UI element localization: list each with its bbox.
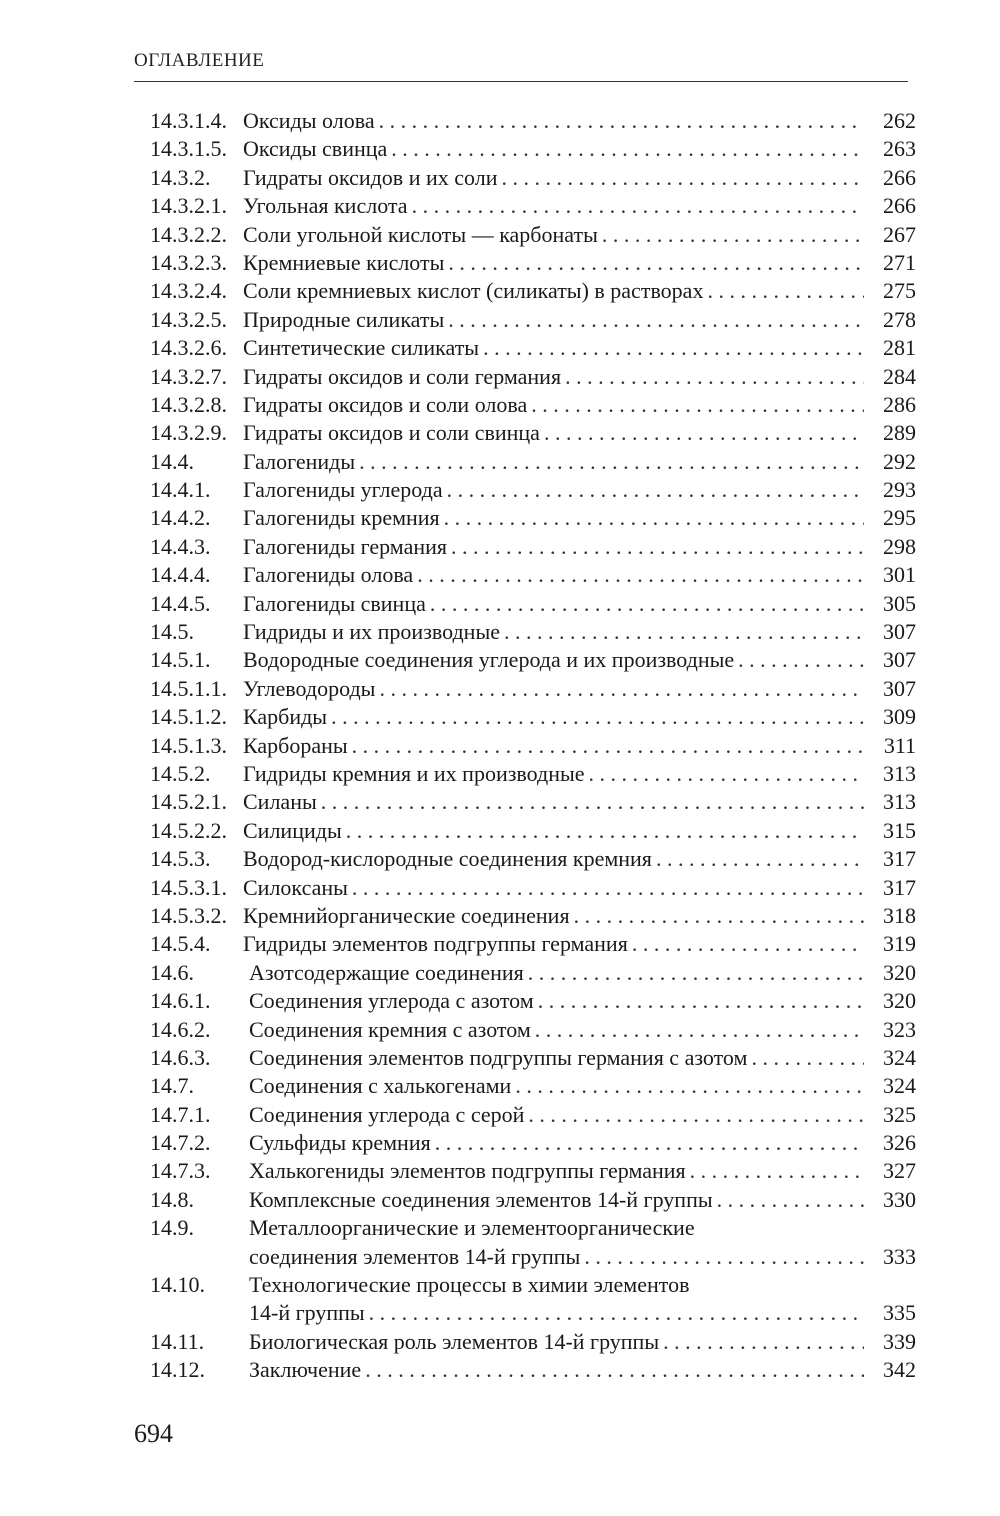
dot-leader <box>524 959 864 987</box>
toc-title: Заключение <box>249 1357 362 1383</box>
toc-title: Соединения углерода с азотом <box>249 988 534 1014</box>
dot-leader <box>659 1328 864 1356</box>
toc-number: 14.11. <box>150 1328 205 1354</box>
dot-leader <box>747 1044 864 1072</box>
toc-title: Гидриды кремния и их производные <box>243 760 585 786</box>
toc-page: 330 <box>883 1186 916 1212</box>
toc-number: 14.6.2. <box>150 1016 211 1042</box>
toc-entry <box>150 533 916 561</box>
toc-entry <box>150 874 916 902</box>
toc-number: 14.6. <box>150 959 194 985</box>
toc-number: 14.4.3. <box>150 533 211 559</box>
toc-title: Биологическая роль элементов 14-й группы <box>249 1328 660 1354</box>
toc-entry <box>150 107 916 135</box>
toc-page: 266 <box>883 164 916 190</box>
toc-number: 14.7.2. <box>150 1130 211 1156</box>
toc-number: 14.5.3.2. <box>150 902 227 928</box>
toc-number: 14.7.3. <box>150 1158 211 1184</box>
toc-title: Азотсодержащие соединения <box>249 959 524 985</box>
toc-page: 326 <box>883 1130 916 1156</box>
toc-entry <box>150 1072 916 1100</box>
toc-entry <box>150 959 916 987</box>
toc-number: 14.3.1.5. <box>150 136 227 162</box>
toc-title: Гидриды элементов подгруппы германия <box>243 931 628 957</box>
toc-page: 318 <box>883 902 916 928</box>
toc-title: Оксиды свинца <box>243 136 388 162</box>
toc-number: 14.8. <box>150 1186 194 1212</box>
dot-leader <box>447 533 864 561</box>
toc-entry <box>150 646 916 674</box>
toc-number: 14.4.4. <box>150 562 211 588</box>
dot-leader <box>479 334 864 362</box>
toc-page: 301 <box>883 562 916 588</box>
dot-leader <box>387 135 864 163</box>
dot-leader <box>426 590 864 618</box>
running-head: ОГЛАВЛЕНИЕ <box>134 50 265 71</box>
toc-title: Галогениды олова <box>243 562 414 588</box>
toc-number: 14.3.2.4. <box>150 278 227 304</box>
toc-entry <box>150 1129 916 1157</box>
toc-entry <box>150 618 916 646</box>
dot-leader <box>570 902 864 930</box>
toc-number: 14.5. <box>150 619 194 645</box>
toc-number: 14.5.1. <box>150 647 211 673</box>
toc-number: 14.4.5. <box>150 590 211 616</box>
toc-page: 307 <box>883 619 916 645</box>
toc-title: Соли угольной кислоты — карбонаты <box>243 221 598 247</box>
header-rule <box>134 81 908 82</box>
dot-leader <box>413 561 864 589</box>
toc-title: Технологические процессы в химии элементов <box>249 1272 690 1298</box>
dot-leader <box>375 107 864 135</box>
dot-leader <box>713 1186 864 1214</box>
toc-entry <box>150 1356 916 1384</box>
dot-leader <box>511 1072 864 1100</box>
toc-entry <box>150 987 916 1015</box>
toc-title: Галогениды <box>243 448 356 474</box>
toc-entry <box>150 1214 916 1271</box>
toc-number: 14.3.2.7. <box>150 363 227 389</box>
dot-leader <box>431 1129 864 1157</box>
toc-title: Карбораны <box>243 732 348 758</box>
dot-leader <box>440 504 864 532</box>
toc-number: 14.3.2.8. <box>150 391 227 417</box>
toc-title: Сульфиды кремния <box>249 1130 431 1156</box>
dot-leader <box>444 306 864 334</box>
toc-number: 14.3.2.1. <box>150 193 227 219</box>
dot-leader <box>703 277 864 305</box>
toc-number: 14.12. <box>150 1357 205 1383</box>
toc-entry <box>150 760 916 788</box>
toc-title: Синтетические силикаты <box>243 335 480 361</box>
toc-title: Галогениды углерода <box>243 477 443 503</box>
toc-page: 327 <box>883 1158 916 1184</box>
toc-title: Соединения элементов подгруппы германия с азотом <box>249 1044 748 1070</box>
toc-page: 295 <box>883 505 916 531</box>
toc-title: Гидриды и их производные <box>243 619 500 645</box>
toc-title: Кремниевые кислоты <box>243 249 445 275</box>
toc-title: Кремнийорганические соединения <box>243 902 570 928</box>
dot-leader <box>734 646 864 674</box>
toc-entry <box>150 817 916 845</box>
toc-title: Водородные соединения углерода и их производные <box>243 647 735 673</box>
dot-leader <box>361 1356 864 1384</box>
toc-page: 320 <box>883 988 916 1014</box>
toc-title: Соли кремниевых кислот (силикаты) в растворах <box>243 278 704 304</box>
toc-page: 339 <box>883 1328 916 1354</box>
toc-number: 14.5.2.1. <box>150 789 227 815</box>
toc-number: 14.4. <box>150 448 194 474</box>
toc-number: 14.5.3.1. <box>150 874 227 900</box>
toc-page: 317 <box>883 846 916 872</box>
toc-number: 14.7. <box>150 1073 194 1099</box>
toc-entry <box>150 1016 916 1044</box>
toc-entry <box>150 1157 916 1185</box>
dot-leader <box>527 391 864 419</box>
toc-page: 307 <box>883 675 916 701</box>
toc-page: 305 <box>883 590 916 616</box>
toc-page: 319 <box>883 931 916 957</box>
toc-page: 320 <box>883 959 916 985</box>
toc-entry <box>150 249 916 277</box>
dot-leader <box>355 448 864 476</box>
dot-leader <box>524 1101 864 1129</box>
toc-title: Соединения с халькогенами <box>249 1073 512 1099</box>
dot-leader <box>585 760 864 788</box>
toc-title: Халькогениды элементов подгруппы германия <box>249 1158 686 1184</box>
toc-title: Соединения кремния с азотом <box>249 1016 531 1042</box>
toc-number: 14.3.2. <box>150 164 211 190</box>
dot-leader <box>375 675 864 703</box>
toc-page: 263 <box>883 136 916 162</box>
toc-entry <box>150 732 916 760</box>
dot-leader <box>327 703 864 731</box>
toc-number: 14.4.1. <box>150 477 211 503</box>
toc-entry <box>150 277 916 305</box>
toc-page: 324 <box>883 1073 916 1099</box>
dot-leader <box>317 788 864 816</box>
toc-number: 14.6.1. <box>150 988 211 1014</box>
toc-page: 342 <box>883 1357 916 1383</box>
toc-title-continued: соединения элементов 14-й группы <box>249 1243 581 1269</box>
dot-leader <box>342 817 864 845</box>
toc-number: 14.3.2.9. <box>150 420 227 446</box>
toc-number: 14.10. <box>150 1272 205 1298</box>
toc-page: 315 <box>883 817 916 843</box>
toc-title: Гидраты оксидов и их соли <box>243 164 498 190</box>
toc-title: Галогениды кремния <box>243 505 440 531</box>
toc-number: 14.5.3. <box>150 846 211 872</box>
toc-page: 267 <box>883 221 916 247</box>
toc-page: 325 <box>883 1101 916 1127</box>
dot-leader <box>652 845 864 873</box>
dot-leader <box>444 249 864 277</box>
toc-title: Гидраты оксидов и соли германия <box>243 363 562 389</box>
toc-entry <box>150 192 916 220</box>
toc-entry <box>150 1328 916 1356</box>
toc-title: Карбиды <box>243 704 328 730</box>
toc-title: Силоксаны <box>243 874 348 900</box>
toc-number: 14.3.2.6. <box>150 335 227 361</box>
toc-page: 311 <box>883 732 916 758</box>
toc-page: 275 <box>883 278 916 304</box>
toc-number: 14.6.3. <box>150 1044 211 1070</box>
toc-number: 14.5.1.2. <box>150 704 227 730</box>
toc-title: Галогениды свинца <box>243 590 426 616</box>
toc-entry <box>150 363 916 391</box>
toc-page: 335 <box>883 1300 916 1326</box>
toc-number: 14.4.2. <box>150 505 211 531</box>
toc-page: 286 <box>883 391 916 417</box>
toc-title: Металлоорганические и элементоорганические <box>249 1215 695 1241</box>
dot-leader <box>497 164 864 192</box>
toc-title: Галогениды германия <box>243 533 447 559</box>
toc-page: 309 <box>883 704 916 730</box>
toc-title: Силициды <box>243 817 342 843</box>
toc-title: Природные силикаты <box>243 306 445 332</box>
toc-title: Угольная кислота <box>243 193 408 219</box>
toc-entry <box>150 930 916 958</box>
toc-page: 266 <box>883 193 916 219</box>
toc-entry <box>150 788 916 816</box>
toc-number: 14.3.2.3. <box>150 249 227 275</box>
toc-title: Гидраты оксидов и соли олова <box>243 391 528 417</box>
toc-entry <box>150 135 916 163</box>
toc-number: 14.5.1.3. <box>150 732 227 758</box>
toc-number: 14.3.1.4. <box>150 108 227 133</box>
toc-entry <box>150 306 916 334</box>
toc-entry <box>150 1101 916 1129</box>
toc-entry <box>150 1044 916 1072</box>
toc-entry <box>150 675 916 703</box>
toc-page: 313 <box>883 760 916 786</box>
toc-entry <box>150 1186 916 1214</box>
toc-entry <box>150 504 916 532</box>
toc-entry <box>150 419 916 447</box>
toc-entry <box>150 221 916 249</box>
toc-title-continued: 14-й группы <box>249 1300 365 1326</box>
toc-title: Силаны <box>243 789 317 815</box>
toc-page: 317 <box>883 874 916 900</box>
dot-leader <box>500 618 864 646</box>
dot-leader <box>365 1299 864 1327</box>
toc-page: 281 <box>883 335 916 361</box>
toc-number: 14.3.2.5. <box>150 306 227 332</box>
toc-page: 333 <box>883 1243 916 1269</box>
dot-leader <box>534 987 864 1015</box>
toc-entry <box>150 561 916 589</box>
toc-page: 324 <box>883 1044 916 1070</box>
toc-page: 262 <box>883 108 916 133</box>
page-number: 694 <box>134 1419 173 1448</box>
dot-leader <box>348 874 864 902</box>
toc-page: 307 <box>883 647 916 673</box>
toc-number: 14.7.1. <box>150 1101 211 1127</box>
toc-page: 293 <box>883 477 916 503</box>
toc-page: 298 <box>883 533 916 559</box>
toc-page: 284 <box>883 363 916 389</box>
toc-entry <box>150 476 916 504</box>
dot-leader <box>561 363 864 391</box>
toc-page: 289 <box>883 420 916 446</box>
toc-number: 14.5.2. <box>150 760 211 786</box>
toc-title: Комплексные соединения элементов 14-й группы <box>249 1186 713 1212</box>
toc-entry <box>150 334 916 362</box>
dot-leader <box>540 419 864 447</box>
toc-entry <box>150 902 916 930</box>
toc-list <box>150 107 916 1385</box>
toc-entry <box>150 391 916 419</box>
toc-entry <box>150 845 916 873</box>
dot-leader <box>598 221 864 249</box>
dot-leader <box>531 1016 864 1044</box>
toc-number: 14.5.1.1. <box>150 675 227 701</box>
toc-number: 14.5.2.2. <box>150 817 227 843</box>
dot-leader <box>628 930 864 958</box>
dot-leader <box>443 476 864 504</box>
dot-leader <box>580 1243 864 1271</box>
toc-title: Оксиды олова <box>243 108 375 133</box>
toc-page: 323 <box>883 1016 916 1042</box>
toc-entry <box>150 164 916 192</box>
toc-entry <box>150 590 916 618</box>
toc-entry <box>150 448 916 476</box>
toc-title: Соединения углерода с серой <box>249 1101 525 1127</box>
dot-leader <box>686 1157 864 1185</box>
toc-number: 14.5.4. <box>150 931 211 957</box>
toc-entry <box>150 1271 916 1328</box>
toc-title: Углеводороды <box>243 675 376 701</box>
toc-page: 313 <box>883 789 916 815</box>
dot-leader <box>408 192 864 220</box>
toc-page: 292 <box>883 448 916 474</box>
toc-page: 271 <box>883 249 916 275</box>
toc-number: 14.9. <box>150 1215 194 1241</box>
toc-title: Водород-кислородные соединения кремния <box>243 846 652 872</box>
toc-entry <box>150 703 916 731</box>
toc-title: Гидраты оксидов и соли свинца <box>243 420 540 446</box>
dot-leader <box>348 732 864 760</box>
toc-number: 14.3.2.2. <box>150 221 227 247</box>
toc-page: 278 <box>883 306 916 332</box>
